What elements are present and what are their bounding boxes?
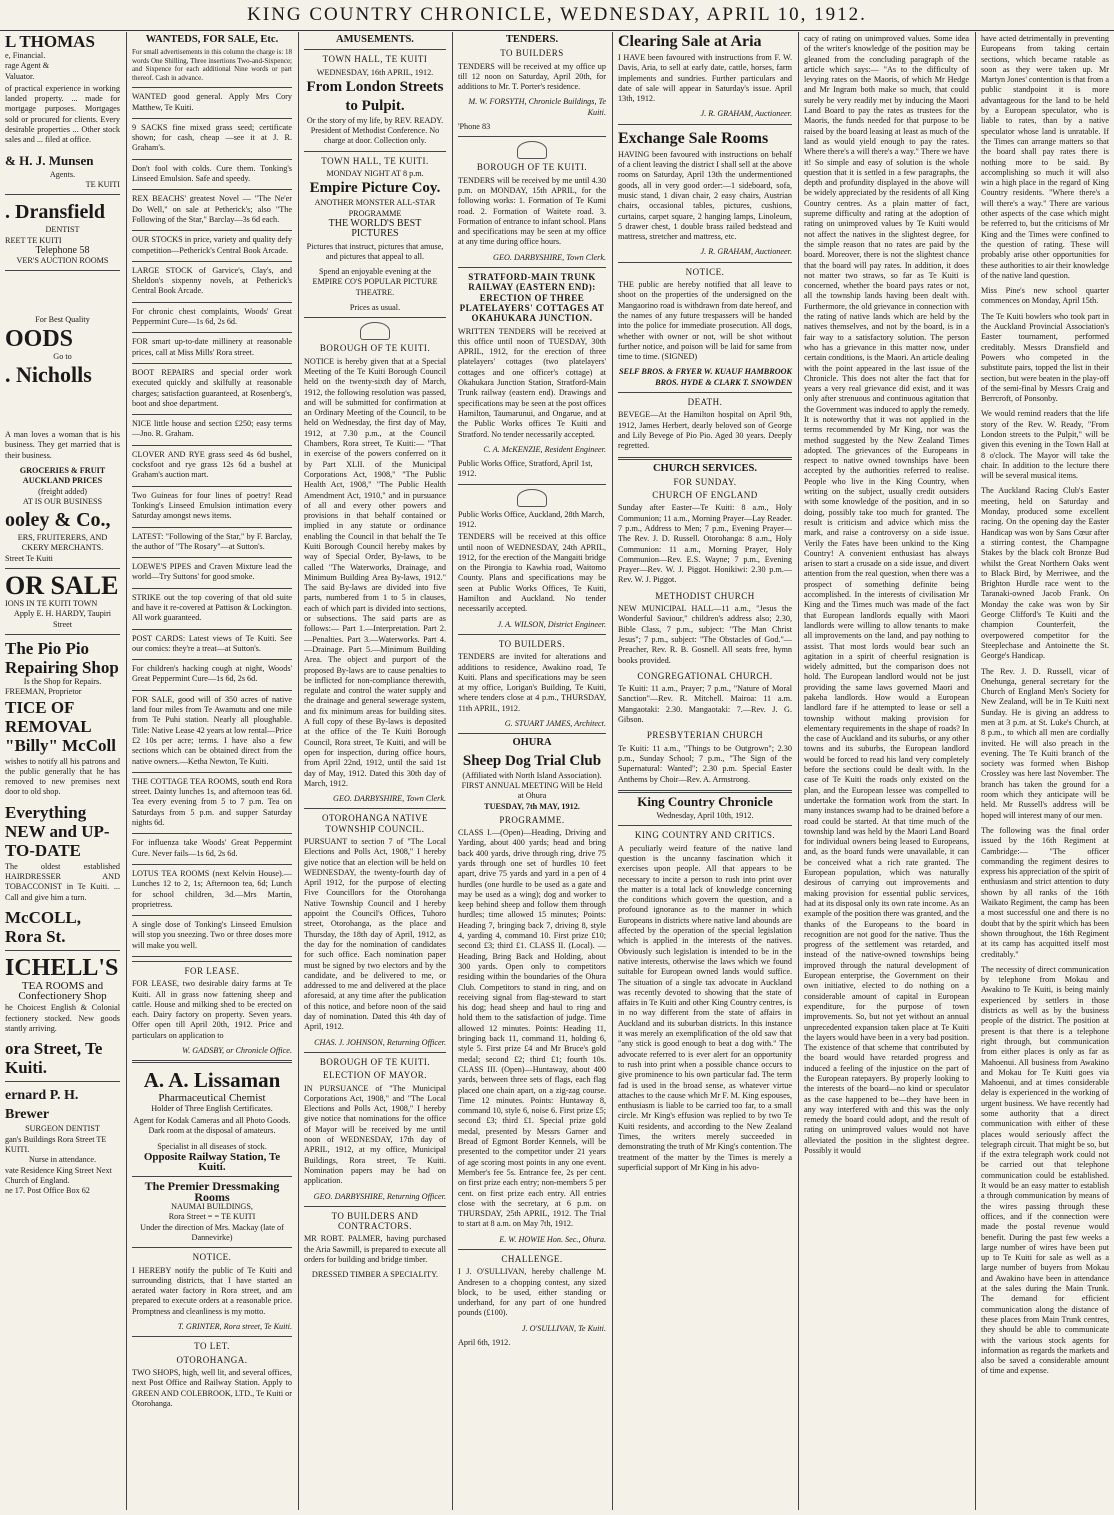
borough-crest: [360, 322, 390, 340]
builders-body: MR ROBT. PALMER, having purchased the Aria Sawmill, is prepared to execute all orders for building and bridge timber.: [304, 1234, 446, 1264]
otorohanga-heading: OTOROHANGA NATIVE TOWNSHIP COUNCIL.: [321, 813, 429, 834]
hall-1: TOWN HALL, TE KUITI: [322, 54, 428, 65]
classified-ad: NICE little house and section £250; easy terms—Jno. R. Graham.: [132, 419, 292, 439]
phone: 'Phone 83: [458, 122, 491, 132]
notice-heading: NOTICE.: [192, 1252, 232, 1263]
borough-heading: BOROUGH OF TE KUITI.: [319, 343, 431, 354]
bylaws-body: NOTICE is hereby given that at a Special Meeting of the Te Kuiti Borough Council held on the twenty-sixth day of March, 1912, the following resolution was passed, and will be submitted for confirmation at an Ordinary Meeting of the Council, to be held on Wednesday, the first day of May, 1912, at 7.30 p.m., at the Council Chambers, Rora street, Te Kuiti:— "That in exercise of the powers conferred on it by Part XLII. of the Municipal Corporations Act, 1908," "The Public Health Act, 1908," "The Public Health Amendment Act, 1910," and in pursuance of all and every other powers and provisions in that behalf contained or implied in any statute or ordinance enabling the Council in that behalf the Te Kuiti Borough Council hereby makes by way of Special Order, By-laws, to be called "The Waterworks, Drainage, and Minimum Building Area By-laws, 1912." The said By-laws are divided into five parts, numbered from 1 to 5 in clauses, each of which part is divided into sections, or subsections. The said parts are as follows:— Part 1.—Interpretation. Part 2.—Penalties. Part 3.—Waterworks. Part 4.—Drainage. Part 5.—Minimum Building Area. The object and purport of the proposed By-laws are to cause penalties to be inflicted for non-compliance therewith, regulate and control the water supply and the drainage and general sewerage system, and fix minimum areas for building sites. A full copy of these By-laws is deposited at the office of the Te Kuiti Borough Council, Rora street, Te Kuiti, and will be open for inspection, during office hours, from April 22nd, 1912, until the said 1st day of May, 1912. Dated this 30th day of March, 1912.: [304, 356, 446, 788]
masthead: KING COUNTRY CHRONICLE, WEDNESDAY, APRIL 10, 1912.: [0, 0, 1114, 31]
naumai: NAUMAI BUILDINGS,: [171, 1202, 253, 1212]
clearing-heading: Clearing Sale at Aria: [618, 33, 762, 50]
munsen-sub: Agents.: [49, 169, 76, 179]
chemist: Pharmaceutical Chemist: [158, 1092, 266, 1105]
programme-body: CLASS I.—(Open)—Heading, Driving and Yarding, about 400 yards; head and bring back 400 yards, drive through ring, drive 75 yards through one set of hurdles 10 feet apart, drive 75 yards and yard in a pen of 4 hurdles (one hurdle to be used as a gate and may be used as a wing); dog and worker to keep behind sheep and follow them through hurdles; time allowed 15 minutes; Points: Heading 7, bringing back 7, driving 8, style 4, yarding 4, command 10. First prize £10; second £3; third £1. CLASS II. (Local). — Heading, Bring Back and Holding, about 300 yards. Open only to competitors residing within the boundaries of the Ohura Club. Competitors to stand in ring, and on receiving signal from flag-steward to start his dog; head sheep and haul to ring and hold them to the satisfaction of judge. Time allowed 12 minutes. Points: Heading 11, bringing back 11, command 11, holding 6, style 5. First prize £4 and Mr Bruce's gold medal; second £2; third £1; fourth 10s. CLASS III. (Open)—Huntaway, about 400 yards, between three sets of flags, each flag placed one chain apart, on a zig-zag course. Time 12 minutes. Points: Huntaway 8, command 10, style 6, noise 6. First prize £5; second £3; third £1. Special prize gold medal, presented by Messrs Garner and Bread of Egmont Border Kennels, will be presented to the competitor under 21 years of age scoring most points in any one event. Member's fee 5s. Entrance fee, 2s per cent. on first prize each entry; non-members 5 per cent. on first prize each entry. All entries close with the secretary, at 6 p.m. on THURSDAY, 25th APRIL, 1912. The Trial to start at 8 a.m. on May 7th, 1912.: [458, 828, 606, 1229]
exchange-body: HAVING been favoured with instructions on behalf of a client leaving the district I shall sell at the above rooms on Saturday, April 13th the undermentioned goods, all in very good order:—1 sideboard, sofa, music stand, 1 divan chair, 2 easy chairs, Austrian chairs, occasional tables, pictures, cushions, curtains, carpet square, 2 hanging lamps, Linoleum, 5 drawer chest, 1 double brass railed bedstead and mattress, stretcher and mattress, etc.: [618, 149, 792, 242]
critics-body: A peculiarly weird feature of the native land question is the uncanny fascination which it exercises upon people. All that appears to be necessary to incite a person to rush into print over the matter is a total lack of knowledge concerning the conditions which govern the question, and a profound ignorance as to the manner in which Europeans in districts where native land abounds are affected by the operation of the special legislation which is applied in the interests of the natives. Obviously such legislation is intended to be in the native interests, otherwise the laws which we found suitable for European owned lands would suffice. The situation of a single tax advocate in Auckland was recently devoted to showing that the state of affairs in Te Kuiti and other King Country centres, is in no way different from the state of affairs in Auckland and its suburban districts. In this instance it was merely an exemplification of the old saw that "any stick is good enough to beat a dog with." The advocate referred to is ever alert for an opportunity to rush into print when a possible chance occurs to give prominence to his own particular fad. The term fad is used in the broad sense, as whatever virtue attaches to the cause which Mr F. M. King espouses, enthusiasm is liable to be carried too far, to a small circle. Mr King's effusion was replied to by two Te Kuiti residents, and according to the New Zealand Times, the writers merely succeeded in demonstrating the truth of Mr King's contention. The treatment of the matter by the Times is merely a superficial support of Mr King in his advo-: [618, 843, 792, 1172]
ad-divider: [132, 189, 292, 190]
programme-signature: E. W. HOWIE Hon. Sec., Ohura.: [499, 1234, 606, 1244]
builders-heading: TO BUILDERS AND CONTRACTORS.: [331, 1210, 419, 1232]
critics-heading: KING COUNTRY AND CRITICS.: [634, 830, 776, 841]
borough-crest: [517, 141, 547, 159]
mccoll-rora: McCOLL, Rora St.: [5, 907, 82, 946]
tender-2-signature: GEO. DARBYSHIRE, Town Clerk.: [493, 252, 606, 262]
news-item: The Auckland Racing Club's Easter meeting, held on Saturday and Monday, produced some excellent racing. On the opening day the Easter Handicap was won by Sans Cœur after a stirring contest, the Champagne Stakes by the black colt Bronze Bud whilst the Great Northern Oaks went to Black Bird, by Merriwee, and the Brighton Hurdle race went to the Taranaki-owned Jacob Frank. On Monday the cake was won by Sir George Clifford's Te Kuiti and the champion Counterfeit, the overpowered competitor for the Steeplechase and Antoinette the St. George's Handicap.: [981, 486, 1109, 661]
instruct: Pictures that instruct, pictures that amuse, and pictures that appeal to all.: [306, 241, 444, 261]
ad-divider: [132, 261, 292, 262]
munsen-name: & H. J. Munsen: [5, 152, 94, 168]
classified-ad: For chronic chest complaints, Woods' Great Peppermint Cure—1s 6d, 2s 6d.: [132, 306, 292, 327]
tolet-heading: TO LET.: [194, 1341, 230, 1352]
tender-1: TENDERS will be received at my office up till 12 noon on Saturday, April 20th, for additions to Mr. T. Porter's residence.: [458, 61, 606, 92]
news-item: We would remind readers that the life story of the Rev. W. Ready, "From London streets to the Pulpit," will be given this evening in the Town Hall at 8 o'clock. The Mayor will take the chair. In addition to the lecture there will be several musical items.: [981, 409, 1109, 481]
borough-heading-2: BOROUGH OF TE KUITI.: [319, 1056, 431, 1067]
hall-2: TOWN HALL, TE KUITI.: [321, 155, 429, 166]
notice-signatures: SELF BROS. & FRYER W. KUAUF HAMBROOK BROS. HYDE & CLARK T. SNOWDEN: [618, 367, 792, 387]
ad-divider: [132, 363, 292, 364]
classified-ad: FOR smart up-to-date millinery at reasonable prices, call at Miss Mills' Rora street.: [132, 337, 292, 357]
death-body: BEVEGE—At the Hamilton hospital on April 9th, 1912, James Herbert, dearly beloved son of George and Lily Bevege of Pio Pio. Aged 30 years. Deeply regretted.: [618, 410, 792, 451]
mccoll-body: wishes to notify all his patrons and the public generally that he has removed to new premises next door to old shop.: [5, 756, 120, 797]
sub-1: Or the story of my life, by REV. READY.: [306, 115, 444, 125]
stratford-heading: STRATFORD-MAIN TRUNK RAILWAY (EASTERN END): ERECTION OF THREE PLATELAYERS' COTTAGES AT OKAHUKARA JUNCTION.: [459, 272, 605, 324]
ad-divider: [132, 445, 292, 446]
notice-body: I HEREBY notify the public of Te Kuiti and surrounding districts, that I have started an aerated water factory in Rora street, and am prepared to execute orders at a reasonable price. Promptness and cleanliness is my motto.: [132, 1265, 292, 1316]
mayor-heading: ELECTION OF MAYOR.: [323, 1070, 427, 1081]
borough-heading: BOROUGH OF TE KUITI.: [476, 162, 588, 173]
spend: Spend an enjoyable evening at the EMPIRE CO'S POPULAR PICTURE THEATRE.: [312, 267, 438, 297]
ad-divider: [132, 629, 292, 630]
ad-divider: [132, 956, 292, 957]
classified-ad: OUR STOCKS in price, variety and quality defy competition—Petherick's Central Book Arcade.: [132, 235, 292, 255]
challenge-signature: J. O'SULLIVAN, Te Kuiti.: [521, 1323, 606, 1333]
pres-1: President of Methodist Conference. No charge at door. Collection only.: [310, 126, 440, 146]
dentist-label: DENTIST: [45, 225, 80, 235]
editorial-end: have acted detrimentally in preventing Europeans from taking certain sections, which became ratable as soon as they were taken up. Mr Martyn Jones' contention is that from a public standpoint it is more advantageous for the land to be held by a European speculator, who is liable to rates, than by a native speculator whose land is unratable. If the Times can arrange matters so that the board shall pay rates there is nothing more to be said. By accomplishing so much it will also win a high place in the regard of King Country residents. "Where there's a will there's a way." There are various other aspects of the case which might be referred to, but the criticisms of Mr King and the Times were confined to the question of rating. These will probably arise other opportunities for these authorities to air their knowledge of the native land question.: [981, 34, 1109, 280]
piopio: The Pio Pio: [5, 638, 90, 658]
shop-for: Is the Shop for Repairs.: [23, 676, 102, 686]
wanteds-intro: For small advertisements in this column the charge is: 18 words One Shilling, Three insertions Two-and-Sixpence; and Sixpence for each additional Nine words or part thereof. Cash in advance.: [132, 48, 292, 82]
ad-divider: [132, 414, 292, 415]
freight: (freight added): [38, 486, 87, 496]
ad-divider: [132, 230, 292, 231]
dransfield-street: REET TE KUITI: [5, 235, 62, 245]
tender-3: WRITTEN TENDERS will be received at this office until noon of TUESDAY, 30th APRIL, 1912, for the erection of three platelayers' cottages (two platelayers' cottages and one officer's cottage) at Okahukara Junction Station, Stratford-Main Trunk railway (eastern end). Drawings and specifications may be seen at the post offices Hamilton, Taumarunui, and Ongarue, and at the Public Works offices Te Kuiti and Stratford. No tender necessarily accepted.: [458, 326, 606, 439]
ad-divider: [132, 118, 292, 119]
classified-list: [132, 92, 292, 957]
lease-body: FOR LEASE, two desirable dairy farms at Te Kuiti. All in grass now fattening sheep and cattle. House and milking shed to be erected on each. Dairy factory on property. Seven years. Offer open till April 20th, 1912. Price and particulars on application to: [132, 979, 292, 1040]
tea-rooms: TEA ROOMS and Confectionery Shop: [18, 979, 107, 1003]
mayor-body: IN PURSUANCE of "The Municipal Corporations Act, 1908," and "The Local Elections and Polls Act, 1908," I hereby give notice that nominations for the office of Mayor will be received by me until noon of WEDNESDAY, 17th day of APRIL, 1912, at my office, Municipal Buildings, Rora street, Te Kuiti. Nomination papers may be had on application.: [304, 1083, 446, 1186]
brewer-rooms: gan's Buildings Rora Street TE KUITI.: [5, 1134, 107, 1154]
column-7: [976, 32, 1114, 1510]
goods-heading: OODS: [5, 325, 74, 352]
methodist-heading: METHODIST CHURCH: [655, 590, 755, 601]
pwo-place: Public Works Office, Auckland, 28th March, 1912.: [458, 509, 605, 529]
wanteds-heading: WANTEDS, FOR SALE, Etc.: [145, 34, 279, 45]
everything-new: Everything NEW and UP-TO-DATE: [5, 802, 110, 860]
dressed-timber: DRESSED TIMBER A SPECIALITY.: [311, 1270, 439, 1280]
notice-body: THE public are hereby notified that all leave to shoot on the properties of the undersigned on the Mangaorino road is withdrawn from date hereof, and the names of any future trespassers will be handed into the police for immediate prosecution. All dogs, whether with owner or not, will be shot without further notice, and poison will be laid for same from time to time. (SIGNED): [618, 280, 792, 362]
presbyterian-body: Te Kuiti: 11 a.m., "Things to be Outgrown"; 2.30 p.m., Sunday School; 7 p.m., "The Sign of the Supernatural: Wanted"; 2.30 p.m. Special Easter Anthems by Choir—Rev. A. Armstrong.: [618, 743, 792, 784]
lissaman-name: A. A. Lissaman: [143, 1068, 281, 1093]
ad-divider: [132, 588, 292, 589]
ad-divider: [132, 159, 292, 160]
tolet-body: TWO SHOPS, high, well lit, and several offices, next Post Office and Railway Station. Apply to GREEN AND COLEBROOK, LTD., Te Kuiti or Otorohanga.: [132, 1367, 292, 1408]
ichells-name: ICHELL'S: [5, 954, 119, 981]
ohura-heading: OHURA: [512, 737, 552, 749]
fruiterers: ERS, FRUITERERS, AND CKERY MERCHANTS.: [17, 533, 108, 553]
sheepdog-heading: Sheep Dog Trial Club: [462, 752, 602, 769]
tender-2: TENDERS will be received by me until 4.30 p.m. on MONDAY, 15th APRIL, for the following works: 1. Formation of Te Kumi road. 2. Formation of Waitete road. 3. Formation of entrance to infant school. Plans and specifications may be seen at my office at any time during office hours.: [458, 175, 606, 247]
worlds-best: THE WORLD'S BEST PICTURES: [328, 217, 422, 240]
surgeon: SURGEON DENTIST: [25, 1124, 100, 1134]
classified-ad: STRIKE out the top covering of that old suite and have it re-covered at Pattison & Lockington. All work guaranteed.: [132, 592, 292, 623]
death-heading: DEATH.: [687, 397, 723, 408]
date-2: MONDAY NIGHT AT 8 p.m.: [326, 169, 424, 179]
ad-divider: [132, 772, 292, 773]
news-item: Miss Pine's new school quarter commences on Monday, April 15th.: [981, 286, 1109, 306]
ad-divider: [132, 833, 292, 834]
removal-heading: TICE OF REMOVAL: [5, 697, 92, 736]
classified-ad: A single dose of Tonking's Linseed Emulsion will stop you sneezing. Two or three doses more will make you well.: [132, 920, 292, 950]
rora-street: ora Street, Te Kuiti.: [5, 1039, 103, 1078]
programme-heading: PROGRAMME.: [499, 814, 565, 825]
classified-ad: LATEST: "Following of the Star," by F. Barclay, the author of "The Rosary"—at Sutton's.: [132, 531, 292, 551]
auction-rooms: VER'S AUCTION ROOMS: [16, 256, 109, 266]
editorial-continued: cacy of rating on unimproved values. Some idea of the writer's knowledge of the position may be gleaned from the concluding paragraph of the article which says:— "As to the difficulty of levying rates on the Maoris, of which Mr Hedge and Mr Ingram both make so much, that could surely be very readily met by inducing the Maori Land Board to pay the rates as trustees for the Maoris, the funds needed for that purpose to be raised by the board leasing at least as much of the land as would yield enough to pay the rates. Where there's a will there's a way." There we have it! So simple and easy of solution is the whole question that it is settled in a few paragraphs, the depth and profundity displayed in the above will be widely appreciated by the residents of all King Country centres. As a plain matter of fact, supreme difficulty and rating at the adoption of rating on unimproved values by Te Kuiti would not affect the natives in the slightest degree, for the simple reason that no rates are paid by the board. Moreover, there is not the slightest chance that the board will pay rates. In addition, it does not matter two straws, so far as Te Kuiti is concerned, whether the board pays rates or not, all the township lands having been dealt with. Furthermore, the old grievance in connection with the rating of native lands which are held by the natives themselves, and not by the board, is in a fair way to a satisfactory solution. The person who has a grievance in this matter now, under certain conditions, is the Maori. An article dealing with the point appeared in the last issue of the Chronicle. This does not alter the fact that for years a very real grievance did exist, and it was only after strenuous and continuous agitation that the Government was induced to apply the remedy. It is noteworthy that it was not applied in the terms recommended by Mr King, nor was the method suggested by the New Zealand Times adopted. The grievances of the Europeans in respect to native owned townships have been accepted by the authorities referred to realise. People who live in the King Country, when writing on the subject, usually credit outsiders with some knowledge of the position, and in so doing, possibly take too much for granted. The result is criticism and advice which miss the mark, and raise a controversy on a side issue. Verily the Fates have been unkind to the King Country! A convenient enthusiast has always arisen to start a crusade on a side issue, and divert attention from the real question, when there was a prospect of something definite being accomplished. In the interests of civilisation Mr King and the Times much was made of the fact that European landlords equally with Maori landlords were willing to allow tenants to make all improvements on the land, and pay nothing to assist. That most lords would bear such an agitation in a spirit of cheerful resignation is widely admitted, but the comparison does not hold. The European landlord would not be just providing the same laws governed Maori and pakeha landlords. How would a European landlord fare if he attempted to lease or sell a township without making provision for elementary requirements in the shape of roads? In the case of Auckland and its suburbs, or any other towns and its suburbs, the European landlord would be forced to read his land very completely before the sections could be dealt with. In the case of Te Kuiti the roads only existed on the plan, and the European lessee was compelled to undertake the formation work from the start. In many instances swamp had to be drained before a road could be started. At that time much of the township land was held by the Maori Land Board for individual owners being leased to Europeans, and, as the board funds were unavailable, it can be conceived what a rich rate granted. The European population, which was naturally desirous of carrying out improvements and making provision for essential public services, had at its disposal only its own rate income. As an example of the position there was granted, and the thanks of the Europeans to the board in recognition are not good for the native. Thus the progress of the settlement was retarded, and instead of the native-owned townships being improved through the natural development of European enterprise, the Government on their own initiative, elected to do nothing on a considerable amount of capital in European expenditure, for the purpose of town improvements. So, but not yet without an annual unprecedented expansion taken place at Te Kuiti the layers would have been in a very bad position. The existence of that scheme that contributed by the board would have retarded progress and induced a feeling of the injustice on the part of the European ratepayers. By properly looking to the interests of the board—no kind or speculator as the case happened to be—they have been in any way interfered with and this was the only remedy the board could adopt, and the result of rating on unimproved values would not have alleviated the position in the slightest degree. Possibly it would: [804, 34, 969, 1156]
column-2: [127, 32, 297, 1510]
nurse: Nurse in attendance.: [28, 1155, 97, 1165]
classified-ad: BOOT REPAIRS and special order work executed quickly and skilfully at reasonable charges; satisfaction guaranteed, at Rosenberg's, boot and shoe department.: [132, 367, 292, 408]
ad-divider: [132, 915, 292, 916]
crown-crest: [517, 489, 547, 507]
hardy: Apply E. H. HARDY, Taupiri Street: [13, 609, 112, 629]
dransfield-name: . Dransfield: [5, 201, 105, 224]
classified-ad: FOR SALE, good will of 350 acres of native land four miles from Te Awamutu and one mile from Te Puhi station. Nearly all ploughable. Title: Native Lease 42 years at low rental—Price £2 10s per acre; terms. I have also a few sections which can be obtained direct from the native owners.—Ketha Newton, Te Kuiti.: [132, 694, 292, 766]
classified-ad: WANTED good general. Apply Mrs Cory Matthew, Te Kuiti.: [132, 92, 292, 112]
ad-divider: [132, 527, 292, 528]
date-1: WEDNESDAY, 16th APRIL, 1912.: [316, 67, 434, 77]
kodak: Agent for Kodak Cameras and all Photo Goods. Dark room at the disposal of amateurs.: [133, 1115, 291, 1136]
notice-signature: T. GRINTER, Rora street, Te Kuiti.: [177, 1322, 292, 1332]
sub-2: ANOTHER MONSTER ALL-STAR PROGRAMME: [314, 198, 436, 218]
lease-signature: W. GADSBY, or Chronicle Office.: [182, 1046, 292, 1056]
ad-divider: [132, 659, 292, 660]
freeman: FREEMAN, Proprietor: [5, 687, 82, 697]
column-3: [299, 32, 451, 1510]
column-6: [799, 32, 974, 1510]
challenge-date: April 6th, 1912.: [458, 1338, 511, 1348]
coe-body: Sunday after Easter—Te Kuiti: 8 a.m., Holy Communion; 11 a.m., Morning Prayer—Lay Reader. 7 p.m., Address to Men; 7 p.m., Evening Prayer—The Rev. J. D. Russell. Otorohanga: 8 a.m., Holy Communion: 11 a.m., Morning Prayer, Holy Communion—Rev. E.S. Wayne; 7 p.m., Evening Prayer—Rev. W. J. Piggot. Honikiwi: 2.30 p.m.—Rev. W. J. Piggot.: [618, 503, 792, 585]
news-item: The necessity of direct communication by telephone from Mokau and Awakino to Te Kuiti, is being mainly experienced by settlers in those districts as well as by the business people of the district. The position at present is that there is a telephone right through, but communication from either places is only as far as Mahoenui. All business from Awakino and Mokau for Te Kuiti goes via Mahoenui, and at times considerable delay is experienced in the working of urgent business. We have recently had some authority that a direct communication with either of these places would seriously affect the telegraph circuit. That might be so, but if the extra telegraph work could not be carried out that telephone communication could be established. It would be an easy matter to establish a through communication by means of the wires passing through these offices, and if the connection were made the postal revenue would benefit. During the past few weeks a large number of wires have been put up to Te Kuiti for sale as well as a large number of buyers from Mokau and Awakino have been in attendance at the sales during the Main Trunk. The demand for efficient communication along the distance of these places from Main Trunk centres, they should be able to communicate with the various stock agents for information as regards the markets and also be saved a considerable amount of time and expense.: [981, 964, 1109, 1376]
choicest: he Choicest English & Colonial fectionery stocked. New goods stantly arriving.: [5, 1003, 120, 1034]
mackay: Under the direction of Mrs. Mackay (late of Dannevirke): [140, 1222, 284, 1242]
column-4: [453, 32, 611, 1510]
to-builders: TO BUILDERS: [500, 48, 564, 59]
ad-divider: [132, 302, 292, 303]
classified-ad: 9 SACKS fine mixed grass seed; certificate shown; for cash, cheap —see it at J. R. Graham's.: [132, 122, 292, 153]
notice-heading: NOTICE.: [685, 266, 725, 277]
tenders-heading: TENDERS.: [505, 34, 559, 45]
thomas-line: e, Financial.: [5, 51, 46, 60]
repairing-shop: Repairing Shop: [5, 657, 119, 677]
title-1: From London Streets to Pulpit.: [306, 78, 444, 114]
exchange-signature: J. R. GRAHAM, Auctioneer.: [700, 247, 792, 257]
classified-ad: LOTUS TEA ROOMS (next Kelvin House).—Lunches 12 to 2, 1s; Afternoon tea, 6d; Lunch for school children, 3d.—Mrs Martin, proprietress.: [132, 868, 292, 909]
for-sale-heading: OR SALE: [5, 571, 119, 601]
sections: IONS IN TE KUITI TOWN: [5, 599, 98, 609]
news-item: The Rev. J. D. Russell, vicar of Onehunga, general secretary for the Church of England Men's Society for New Zealand, will be in Te Kuiti next Sunday. He is giving an address to men at 3 p.m. at St. Luke's Church, at 8 p.m., to which all men are cordially invited. He will also preach in the evening. The Te Kuiti branch of the society was formed when Bishop Crossley was here last November. The branch has taken the ground for a room which they anticipate will be held. Mr Russell's address will be hoped will interest many of our men.: [981, 666, 1109, 820]
tender-1-signature: M. W. FORSYTH, Chronicle Buildings, Te Kuiti.: [468, 97, 606, 117]
classified-ad: LARGE STOCK of Garvice's, Clay's, and Sheldon's sixpenny novels, at Petherick's Central Book Arcade.: [132, 265, 292, 296]
challenge-heading: CHALLENGE.: [501, 1253, 563, 1264]
groceries: GROCERIES & FRUIT AUCKLAND PRICES: [19, 465, 106, 486]
meeting-date: TUESDAY, 7th MAY, 1912.: [484, 801, 580, 811]
classified-ad: For influenza take Woods' Great Peppermint Cure. Never fails—1s 6d, 2s 6d.: [132, 838, 292, 858]
annual-meeting: FIRST ANNUAL MEETING Will be Held at Ohura: [461, 780, 603, 801]
tender-3-place: Public Works Office, Stratford, April 1st, 1912.: [458, 459, 593, 479]
premier: The Premier Dressmaking Rooms: [144, 1179, 280, 1204]
munsen-town: TE KUITI: [85, 179, 120, 189]
tender-4-signature: J. A. WILSON, District Engineer.: [497, 619, 606, 629]
church-heading: CHURCH SERVICES.: [652, 462, 758, 474]
methodist-body: NEW MUNICIPAL HALL—11 a.m., "Jesus the Wonderful Saviour," children's address also; 2.30, Bible Class, 7 p.m., subject: "The Man Christ Jesus"; 7 p.m., subject: "The Obstacles of God."—Preacher, Rev. R. B. Gosnell. All seats free, hymn books provided.: [618, 604, 792, 665]
for-sunday: FOR SUNDAY.: [673, 476, 737, 487]
nicholls-name: . Nicholls: [5, 362, 92, 388]
brewer-name: ernard P. H. Brewer: [5, 1088, 79, 1123]
classified-ad: LOEWE'S PIPES and Craven Mixture lead the world—Try Suttons' for good smoke.: [132, 562, 292, 582]
classified-ad: Don't fool with colds. Cure them. Tonking's Linseed Emulsion. Safe and speedy.: [132, 163, 292, 184]
clearing-body: I HAVE been favoured with instructions from F. W. Davis, Aria, to sell at early date, cattle, horses, farm implements and sundries. Further particulars and date of sale will appear in Saturday's issue. April 13th, 1912.: [618, 53, 792, 104]
presbyterian-heading: PRESBYTERIAN CHURCH: [646, 730, 764, 741]
residence: vate Residence King Street Next Church of England.: [5, 1165, 112, 1185]
ad-divider: [132, 864, 292, 865]
tender-3-signature: C. A. McKENZIE, Resident Engineer.: [483, 444, 606, 454]
classified-ad: THE COTTAGE TEA ROOMS, south end Rora street. Dainty lunches 1s, and afternoon teas 6d. Tea every evening from 5 to 7 p.m. Tea on Saturdays from 5 p.m. and supper Saturday nights 6d.: [132, 776, 292, 828]
tender-4: TENDERS will be received at this office until noon of WEDNESDAY, 24th APRIL, 1912, for the erection of the Mangaiti bridge on the Pirongia to Kawhia road, Waitomo County. Plans and specifications may be seen at Public Works Offices, Te Kuiti, Hamilton and Auckland. No tender necessarily accepted.: [458, 532, 606, 614]
otorohanga-signature: CHAS. J. JOHNSON, Returning Officer.: [314, 1037, 446, 1047]
amusements-heading: AMUSEMENTS.: [336, 34, 414, 45]
ad-divider: [132, 690, 292, 691]
cooley-street: Street Te Kuiti: [5, 553, 53, 563]
oldest-body: The oldest established HAIRDRESSER AND TOBACCONIST in Te Kuiti. ... Call and give him a turn.: [5, 861, 120, 902]
thomas-name: L THOMAS: [5, 32, 95, 51]
news-item: The following was the final order issued by the 16th Regiment at Cambridge:— "The officer commanding the regiment desires to express his appreciation of the spirit of enthusiasm and strict attention to duty shown by all ranks of the 16th Waikato Regiment, the camp has been a most successful one and there is no doubt that by the spirit which has been shown throughout, the 16th Regiment at its camp has acquitted itself most creditably.": [981, 825, 1109, 959]
thomas-body: of practical experience in working landed property. ... made for mortgage purposes. Mortgages sold or procured for clients. Every desirable properties ... Other stock sales and ... filed at office.: [5, 83, 120, 145]
tender-5-signature: G. STUART JAMES, Architect.: [504, 719, 606, 729]
news-item: The Te Kuiti bowlers who took part in the Auckland Provincial Association's Easter tournament, performed creditably. Messrs Dransfield and Powers who competed in the substitute pairs, topped the list in their section, but were beaten in the play-off of the semi-final by Messrs Craig and Berrcroft, of Ponsonby.: [981, 311, 1109, 404]
exchange-heading: Exchange Sale Rooms: [618, 129, 769, 147]
ad-divider: [132, 486, 292, 487]
tolet-place: OTOROHANGA.: [176, 1354, 248, 1365]
classified-ad: For children's hacking cough at night, Woods' Great Peppermint Cure—1s 6d, 2s 6d.: [132, 664, 292, 684]
classified-ad: CLOVER AND RYE grass seed 4s 6d bushel, cocksfoot and rye grass 12s 6d a bushel at Graham's auction mart.: [132, 449, 292, 480]
to-builders-2: TO BUILDERS.: [498, 638, 566, 649]
affiliated: (Affiliated with North Island Association).: [462, 770, 602, 780]
mayor-signature: GEO. DARBYSHIRE, Returning Officer.: [313, 1191, 446, 1201]
challenge-body: I J. O'SULLIVAN, hereby challenge M. Andresen to a chopping contest, any sized block, to be used, either standing or underhand, for any part of one hundred pounds (£100).: [458, 1267, 606, 1318]
cooley-name: ooley & Co.,: [5, 509, 111, 532]
bylaws-signature: GEO. DARBYSHIRE, Town Clerk.: [333, 794, 446, 804]
our-business: AT IS OUR BUSINESS: [22, 496, 103, 506]
certificates: Holder of Three English Certificates.: [151, 1103, 273, 1113]
coe-heading: CHURCH OF ENGLAND: [652, 490, 758, 501]
ad-divider: [132, 557, 292, 558]
column-1: [0, 32, 125, 1510]
otorohanga-body: PURSUANT to section 7 of "The Local Elections and Polls Act, 1908," I hereby give notice that an election will be held on WEDNESDAY, the twenty-fourth day of April 1912, for the purpose of electing Five Councillors for the Otorohanga Native Township Council and I hereby appoint the Council's Offices, Tuhoro street, Otorohanga, as the place and Thursday, the 18th day of April, 1912, as the day for the nomination of candidates for such office. Each nomination paper must be signed by two electors and by the candidate, and be delivered to me, or addressed to me and delivered at the place aforesaid, at any time after the publication of this notice, and before noon of the said day of nomination. Dated this 4th day of April, 1912.: [304, 837, 446, 1032]
mccoll-name: "Billy" McColl: [5, 735, 116, 755]
postbox: ne 17. Post Office Box 62: [5, 1186, 90, 1196]
thomas-line: rage Agent &: [5, 61, 50, 71]
opposite: Opposite Railway Station, Te Kuiti.: [143, 1150, 281, 1174]
rora-te-kuiti: Rora Street = = TE KUITI: [168, 1212, 256, 1222]
ad-divider: [132, 332, 292, 333]
congregational-heading: CONGREGATIONAL CHURCH.: [637, 670, 773, 681]
man-loves: A man loves a woman that is his business. They get married that is their business.: [5, 430, 120, 460]
column-5: [613, 32, 797, 1510]
clearing-signature: J. R. GRAHAM, Auctioneer.: [700, 109, 792, 119]
thomas-line: Valuator.: [5, 71, 35, 81]
tender-5: TENDERS are invited for alterations and additions to residence, Awakino road, Te Kuiti. Plans and specifications may be seen at my office, Lorigan's Building, Te Kuiti, where tenders close at 4 p.m., THURSDAY, 11th APRIL, 1912.: [458, 652, 606, 713]
prices: Prices as usual.: [349, 303, 401, 313]
telephone: Telephone 58: [35, 244, 90, 256]
go-to: Go to: [53, 351, 72, 361]
classified-ad: Two Guineas for four lines of poetry! Read Tonking's Linseed Emulsion intimation every Saturday amongst news items.: [132, 490, 292, 521]
chronicle-nameplate: King Country Chronicle: [637, 793, 773, 809]
chronicle-date: Wednesday, April 10th, 1912.: [656, 811, 754, 821]
classified-ad: POST CARDS: Latest views of Te Kuiti. See our comics: they're a treat—at Sutton's.: [132, 633, 292, 653]
title-2: Empire Picture Coy.: [309, 180, 441, 197]
best-quality: For Best Quality: [35, 315, 90, 325]
specialist: Specialist in all diseases of stock.: [157, 1141, 267, 1151]
lease-heading: FOR LEASE.: [184, 966, 240, 976]
classified-ad: REX BEACHS' greatest Novel — "The Ne'er Do Well," on sale at Petherick's; also "The Following of the Star," Barclay—3s 6d each.: [132, 194, 292, 224]
congregational-body: Te Kuiti: 11 a.m., Prayer; 7 p.m., "Nature of Moral Sanction"—Rev. R. Mitchell. Mairoa: 11 a.m. Mangaotaki: 2.30. Mangaotaki: 7.—Rev. J. G. Gibson.: [618, 684, 792, 725]
